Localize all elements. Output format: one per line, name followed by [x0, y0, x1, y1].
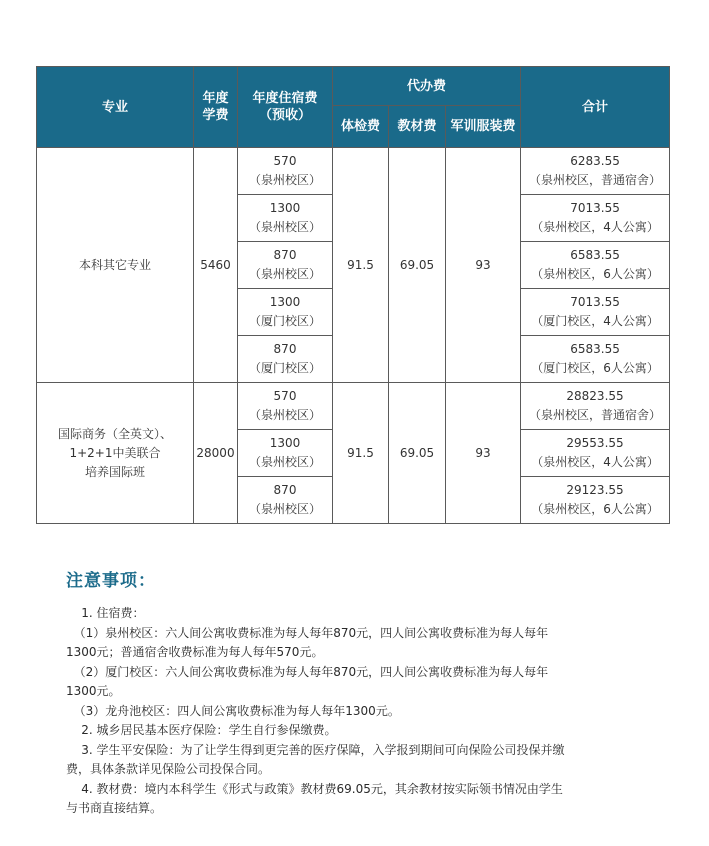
note-line: 与书商直接结算。 — [66, 801, 163, 815]
note-line: （2）厦门校区：六人间公寓收费标准为每人每年870元，四人间公寓收费标准为每人每年 — [66, 664, 549, 679]
major-cell: 国际商务（全英文）、 1+2+1中美联合 培养国际班 — [37, 383, 194, 524]
total-cell: 6283.55 （泉州校区，普通宿舍） — [521, 148, 670, 195]
dorm-cell: 870 （泉州校区） — [238, 477, 333, 524]
header-tuition: 年度 学费 — [194, 67, 238, 148]
note-line: 费，具体条款详见保险公司投保合同。 — [66, 762, 271, 776]
textbook-cell: 69.05 — [389, 383, 446, 524]
total-cell: 6583.55 （厦门校区，6人公寓） — [521, 336, 670, 383]
header-dorm-fee: 年度住宿费 （预收） — [238, 67, 333, 148]
total-cell: 28823.55 （泉州校区，普通宿舍） — [521, 383, 670, 430]
textbook-cell: 69.05 — [389, 148, 446, 383]
total-cell: 7013.55 （厦门校区，4人公寓） — [521, 289, 670, 336]
tuition-cell: 28000 — [194, 383, 238, 524]
header-medical-fee: 体检费 — [333, 106, 389, 148]
total-cell: 6583.55 （泉州校区，6人公寓） — [521, 242, 670, 289]
table-row — [37, 383, 670, 430]
medical-cell: 91.5 — [333, 148, 389, 383]
notes-section — [66, 566, 666, 819]
medical-cell: 91.5 — [333, 383, 389, 524]
dorm-cell: 570 （泉州校区） — [238, 148, 333, 195]
notes-title: 注意事项： — [66, 571, 156, 591]
note-line: 1300元。 — [66, 684, 121, 698]
header-textbook-fee: 教材费 — [389, 106, 446, 148]
dorm-cell: 1300 （厦门校区） — [238, 289, 333, 336]
note-line: （3）龙舟池校区：四人间公寓收费标准为每人每年1300元。 — [66, 703, 400, 718]
note-line: 4. 教材费：境内本科学生《形式与政策》教材费69.05元，其余教材按实际领书情况由学生 — [66, 781, 563, 796]
dorm-cell: 570 （泉州校区） — [238, 383, 333, 430]
uniform-cell: 93 — [446, 383, 521, 524]
header-total: 合计 — [521, 67, 670, 148]
table-header — [37, 67, 670, 148]
major-cell: 本科其它专业 — [37, 148, 194, 383]
table-body — [37, 148, 670, 524]
note-line: 1300元；普通宿舍收费标准为每人每年570元。 — [66, 645, 324, 659]
header-agency-fee: 代办费 — [333, 67, 521, 106]
dorm-cell: 1300 （泉州校区） — [238, 195, 333, 242]
total-cell: 29123.55 （泉州校区，6人公寓） — [521, 477, 670, 524]
note-line: （1）泉州校区：六人间公寓收费标准为每人每年870元，四人间公寓收费标准为每人每年 — [66, 625, 549, 640]
tuition-cell: 5460 — [194, 148, 238, 383]
header-major: 专业 — [37, 67, 194, 148]
header-uniform-fee: 军训服装费 — [446, 106, 521, 148]
uniform-cell: 93 — [446, 148, 521, 383]
table-row — [37, 148, 670, 195]
total-cell: 29553.55 （泉州校区，4人公寓） — [521, 430, 670, 477]
dorm-cell: 1300 （泉州校区） — [238, 430, 333, 477]
total-cell: 7013.55 （泉州校区，4人公寓） — [521, 195, 670, 242]
note-line: 3. 学生平安保险：为了让学生得到更完善的医疗保障，入学报到期间可向保险公司投保并缴 — [66, 742, 565, 757]
note-line: 1. 住宿费： — [66, 606, 145, 620]
dorm-cell: 870 （泉州校区） — [238, 242, 333, 289]
fee-table — [36, 66, 670, 524]
note-line: 2. 城乡居民基本医疗保险：学生自行参保缴费。 — [66, 723, 337, 737]
dorm-cell: 870 （厦门校区） — [238, 336, 333, 383]
